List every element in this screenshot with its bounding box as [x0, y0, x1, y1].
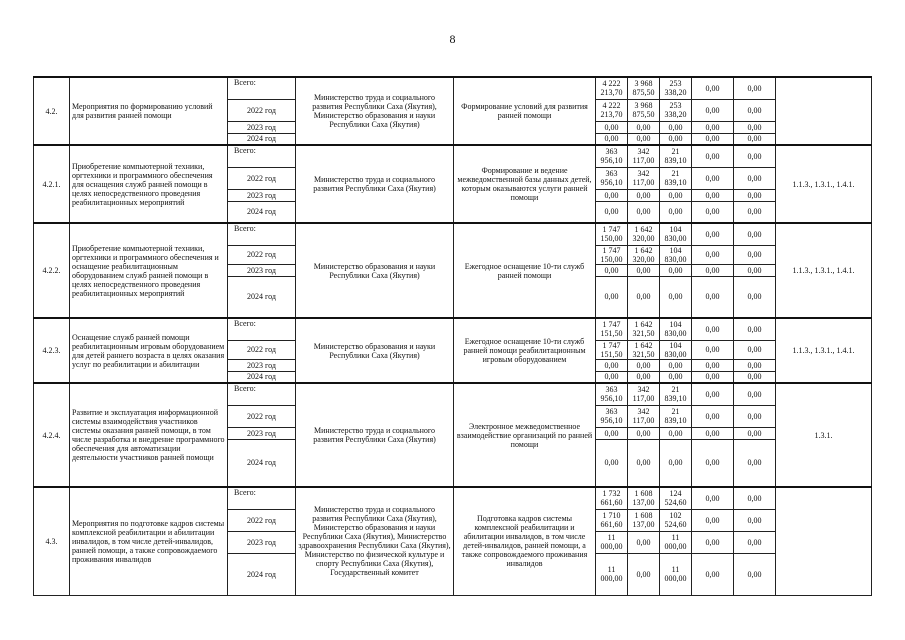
- amount-a: 1 747 151,50: [596, 340, 628, 359]
- amount-e: 0,00: [734, 405, 776, 427]
- item-name: Развитие и эксплуатация информационной системы взаимодействия участников системы оказания ранней помощи, в том числе разработка и внедрение программного обеспечения для автоматизации деятельности участников ранней помощи: [70, 383, 228, 487]
- amount-b: 1 608 137,00: [628, 487, 660, 509]
- year-label: 2022 год: [228, 245, 296, 264]
- amount-b: 0,00: [628, 427, 660, 439]
- amount-b: 342 117,00: [628, 167, 660, 189]
- year-label: 2022 год: [228, 99, 296, 121]
- amount-e: 0,00: [734, 439, 776, 487]
- year-label: 2023 год: [228, 189, 296, 201]
- amount-c: 0,00: [660, 371, 692, 383]
- amount-e: 0,00: [734, 531, 776, 553]
- year-label: 2024 год: [228, 276, 296, 318]
- amount-a: 363 956,10: [596, 145, 628, 167]
- amount-b: 0,00: [628, 553, 660, 595]
- amount-b: 0,00: [628, 371, 660, 383]
- amount-d: 0,00: [692, 77, 734, 99]
- expected-result: Ежегодное оснащение 10-ти служб ранней помощи реабилитационным игровым оборудованием: [454, 318, 596, 383]
- amount-c: 104 830,00: [660, 223, 692, 245]
- expected-result: Формирование условий для развития ранней помощи: [454, 77, 596, 145]
- amount-c: 104 830,00: [660, 245, 692, 264]
- year-label: 2024 год: [228, 553, 296, 595]
- amount-c: 0,00: [660, 276, 692, 318]
- amount-c: 253 338,20: [660, 99, 692, 121]
- item-name: Мероприятия по подготовке кадров системы комплексной реабилитации и абилитации инвалидов, в том числе детей-инвалидов, ранней помощи, а также сопровождаемого проживания инвалидов: [70, 487, 228, 595]
- amount-c: 11 000,00: [660, 531, 692, 553]
- amount-a: 4 222 213,70: [596, 77, 628, 99]
- amount-e: 0,00: [734, 201, 776, 223]
- amount-e: 0,00: [734, 371, 776, 383]
- item-number: 4.3.: [34, 487, 70, 595]
- amount-d: 0,00: [692, 427, 734, 439]
- amount-b: 0,00: [628, 531, 660, 553]
- amount-e: 0,00: [734, 264, 776, 276]
- year-label: 2024 год: [228, 133, 296, 145]
- year-label: 2022 год: [228, 509, 296, 531]
- amount-c: 0,00: [660, 189, 692, 201]
- amount-c: 104 830,00: [660, 340, 692, 359]
- year-label: 2023 год: [228, 121, 296, 133]
- amount-c: 253 338,20: [660, 77, 692, 99]
- amount-a: 1 732 661,60: [596, 487, 628, 509]
- amount-b: 0,00: [628, 133, 660, 145]
- amount-c: 21 839,10: [660, 167, 692, 189]
- amount-a: 1 747 150,00: [596, 223, 628, 245]
- item-name: Мероприятия по формированию условий для развития ранней помощи: [70, 77, 228, 145]
- amount-c: 21 839,10: [660, 383, 692, 405]
- amount-e: 0,00: [734, 121, 776, 133]
- program-table: [33, 76, 872, 596]
- year-label: 2024 год: [228, 371, 296, 383]
- amount-b: 0,00: [628, 439, 660, 487]
- item-number: 4.2.1.: [34, 145, 70, 223]
- amount-c: 104 830,00: [660, 318, 692, 340]
- amount-e: 0,00: [734, 359, 776, 371]
- amount-c: 11 000,00: [660, 553, 692, 595]
- item-name: Оснащение служб ранней помощи реабилитационным игровым оборудованием для детей раннего возраста в целях оказания услуг по реабилитации и абилитации: [70, 318, 228, 383]
- amount-d: 0,00: [692, 201, 734, 223]
- amount-d: 0,00: [692, 167, 734, 189]
- amount-e: 0,00: [734, 133, 776, 145]
- amount-e: 0,00: [734, 427, 776, 439]
- year-label: Всего:: [228, 383, 296, 405]
- amount-d: 0,00: [692, 133, 734, 145]
- year-label: 2023 год: [228, 264, 296, 276]
- item-number: 4.2.2.: [34, 223, 70, 318]
- year-label: Всего:: [228, 318, 296, 340]
- amount-d: 0,00: [692, 340, 734, 359]
- amount-a: 363 956,10: [596, 167, 628, 189]
- year-label: 2024 год: [228, 201, 296, 223]
- amount-a: 0,00: [596, 439, 628, 487]
- executor: Министерство образования и науки Республики Саха (Якутия): [296, 318, 454, 383]
- amount-b: 0,00: [628, 121, 660, 133]
- amount-b: 342 117,00: [628, 145, 660, 167]
- executor: Министерство труда и социального развития Республики Саха (Якутия): [296, 145, 454, 223]
- indicator-link: 1.1.3., 1.3.1., 1.4.1.: [776, 145, 872, 223]
- amount-b: 1 642 321,50: [628, 318, 660, 340]
- amount-c: 124 524,60: [660, 487, 692, 509]
- expected-result: Электронное межведомственное взаимодействие организаций по ранней помощи: [454, 383, 596, 487]
- indicator-link: [776, 487, 872, 595]
- amount-d: 0,00: [692, 99, 734, 121]
- amount-e: 0,00: [734, 276, 776, 318]
- amount-c: 0,00: [660, 264, 692, 276]
- table-row: [34, 487, 872, 509]
- year-label: Всего:: [228, 223, 296, 245]
- item-number: 4.2.4.: [34, 383, 70, 487]
- expected-result: Формирование и ведение межведомственной базы данных детей, которым оказываются услуги ранней помощи: [454, 145, 596, 223]
- executor: Министерство образования и науки Республики Саха (Якутия): [296, 223, 454, 318]
- amount-d: 0,00: [692, 318, 734, 340]
- amount-d: 0,00: [692, 531, 734, 553]
- amount-a: 0,00: [596, 264, 628, 276]
- year-label: Всего:: [228, 77, 296, 99]
- year-label: Всего:: [228, 487, 296, 509]
- amount-b: 1 642 320,00: [628, 223, 660, 245]
- table-body: [34, 77, 872, 595]
- amount-b: 1 642 321,50: [628, 340, 660, 359]
- executor: Министерство труда и социального развития Республики Саха (Якутия), Министерство образования и науки Республики Саха (Якутия), Министерство здравоохранения Республики Саха (Якутия), Министерство по физической культуре и спорту Республики Саха (Якутия), Государственный комитет: [296, 487, 454, 595]
- amount-a: 363 956,10: [596, 383, 628, 405]
- amount-d: 0,00: [692, 223, 734, 245]
- amount-e: 0,00: [734, 340, 776, 359]
- amount-e: 0,00: [734, 383, 776, 405]
- amount-c: 0,00: [660, 201, 692, 223]
- amount-d: 0,00: [692, 121, 734, 133]
- amount-c: 21 839,10: [660, 145, 692, 167]
- amount-b: 0,00: [628, 189, 660, 201]
- amount-a: 0,00: [596, 276, 628, 318]
- amount-a: 363 956,10: [596, 405, 628, 427]
- year-label: 2023 год: [228, 427, 296, 439]
- amount-b: 0,00: [628, 359, 660, 371]
- page-number: 8: [449, 32, 456, 46]
- amount-d: 0,00: [692, 264, 734, 276]
- amount-c: 0,00: [660, 133, 692, 145]
- indicator-link: 1.3.1.: [776, 383, 872, 487]
- expected-result: Ежегодное оснащение 10-ти служб ранней помощи: [454, 223, 596, 318]
- year-label: 2023 год: [228, 359, 296, 371]
- amount-c: 0,00: [660, 359, 692, 371]
- table-row: [34, 318, 872, 340]
- amount-e: 0,00: [734, 245, 776, 264]
- amount-e: 0,00: [734, 487, 776, 509]
- table-row: [34, 223, 872, 245]
- amount-e: 0,00: [734, 509, 776, 531]
- amount-d: 0,00: [692, 245, 734, 264]
- amount-a: 1 710 661,60: [596, 509, 628, 531]
- amount-b: 0,00: [628, 276, 660, 318]
- year-label: 2022 год: [228, 340, 296, 359]
- expected-result: Подготовка кадров системы комплексной реабилитации и абилитации инвалидов, в том числе детей-инвалидов, ранней помощи, а также сопровождаемого проживания инвалидов: [454, 487, 596, 595]
- amount-b: 342 117,00: [628, 405, 660, 427]
- amount-c: 0,00: [660, 121, 692, 133]
- year-label: 2022 год: [228, 405, 296, 427]
- amount-c: 0,00: [660, 427, 692, 439]
- amount-b: 3 968 875,50: [628, 77, 660, 99]
- item-number: 4.2.: [34, 77, 70, 145]
- item-number: 4.2.3.: [34, 318, 70, 383]
- amount-a: 0,00: [596, 201, 628, 223]
- executor: Министерство труда и социального развития Республики Саха (Якутия): [296, 383, 454, 487]
- amount-b: 3 968 875,50: [628, 99, 660, 121]
- amount-d: 0,00: [692, 383, 734, 405]
- amount-e: 0,00: [734, 189, 776, 201]
- amount-d: 0,00: [692, 359, 734, 371]
- amount-e: 0,00: [734, 167, 776, 189]
- amount-a: 1 747 150,00: [596, 245, 628, 264]
- amount-b: 0,00: [628, 264, 660, 276]
- amount-b: 1 608 137,00: [628, 509, 660, 531]
- amount-a: 4 222 213,70: [596, 99, 628, 121]
- year-label: 2024 год: [228, 439, 296, 487]
- amount-e: 0,00: [734, 99, 776, 121]
- amount-b: 1 642 320,00: [628, 245, 660, 264]
- amount-a: 0,00: [596, 359, 628, 371]
- table-row: [34, 77, 872, 99]
- amount-a: 11 000,00: [596, 553, 628, 595]
- amount-d: 0,00: [692, 439, 734, 487]
- amount-b: 0,00: [628, 201, 660, 223]
- amount-c: 21 839,10: [660, 405, 692, 427]
- amount-c: 102 524,60: [660, 509, 692, 531]
- amount-e: 0,00: [734, 223, 776, 245]
- amount-d: 0,00: [692, 487, 734, 509]
- amount-e: 0,00: [734, 553, 776, 595]
- amount-d: 0,00: [692, 509, 734, 531]
- amount-d: 0,00: [692, 405, 734, 427]
- year-label: Всего:: [228, 145, 296, 167]
- year-label: 2022 год: [228, 167, 296, 189]
- amount-e: 0,00: [734, 77, 776, 99]
- item-name: Приобретение компьютерной техники, оргтехники и программного обеспечения для оснащения служб ранней помощи в целях непосредственного проведения реабилитационных мероприятий: [70, 145, 228, 223]
- amount-c: 0,00: [660, 439, 692, 487]
- amount-b: 342 117,00: [628, 383, 660, 405]
- amount-d: 0,00: [692, 189, 734, 201]
- amount-e: 0,00: [734, 318, 776, 340]
- amount-d: 0,00: [692, 276, 734, 318]
- table-row: [34, 383, 872, 405]
- amount-d: 0,00: [692, 145, 734, 167]
- amount-a: 0,00: [596, 121, 628, 133]
- amount-d: 0,00: [692, 553, 734, 595]
- amount-e: 0,00: [734, 145, 776, 167]
- executor: Министерство труда и социального развития Республики Саха (Якутия), Министерство образования и науки Республики Саха (Якутия): [296, 77, 454, 145]
- amount-a: 1 747 151,50: [596, 318, 628, 340]
- indicator-link: 1.1.3., 1.3.1., 1.4.1.: [776, 318, 872, 383]
- amount-a: 0,00: [596, 189, 628, 201]
- indicator-link: 1.1.3., 1.3.1., 1.4.1.: [776, 223, 872, 318]
- indicator-link: [776, 77, 872, 145]
- amount-d: 0,00: [692, 371, 734, 383]
- amount-a: 0,00: [596, 427, 628, 439]
- amount-a: 11 000,00: [596, 531, 628, 553]
- item-name: Приобретение компьютерной техники, оргтехники и программного обеспечения и оснащение реабилитационным оборудованием служб ранней помощи в целях непосредственного проведения реабилитационных мероприятий: [70, 223, 228, 318]
- amount-a: 0,00: [596, 371, 628, 383]
- amount-a: 0,00: [596, 133, 628, 145]
- year-label: 2023 год: [228, 531, 296, 553]
- table-row: [34, 145, 872, 167]
